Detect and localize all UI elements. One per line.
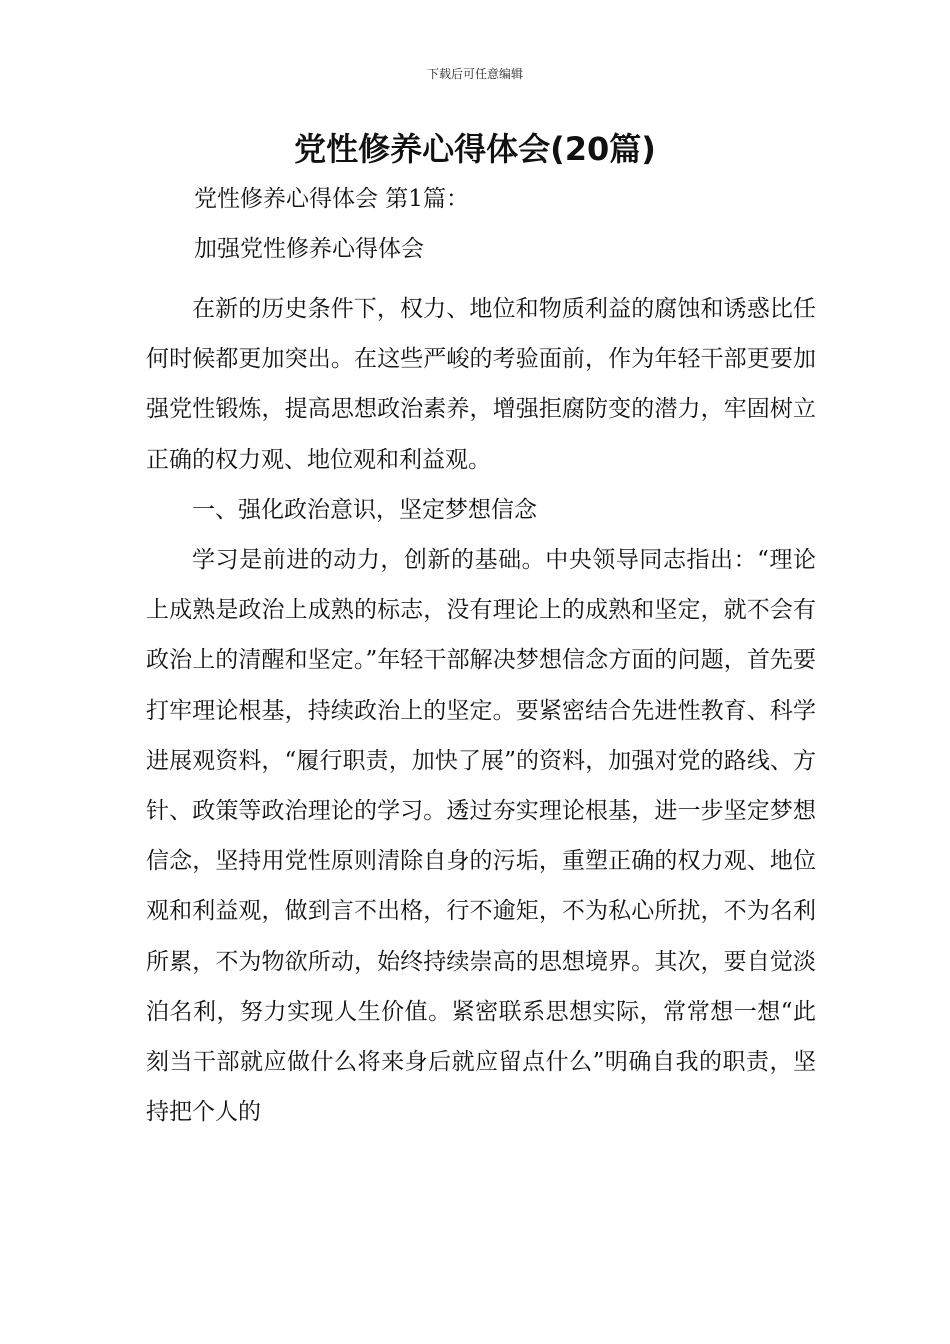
article-body bbox=[146, 284, 816, 1137]
article-subtitle: 加强党性修养心得体会 bbox=[194, 236, 424, 262]
document-title: 党性修养心得体会(20篇) bbox=[294, 130, 656, 168]
header-note: 下载后可任意编辑 bbox=[426, 67, 523, 81]
paragraph-study: 学习是前进的动力，创新的基础。中央领导同志指出：“理论上成熟是政治上成熟的标志，没有理论上的成熟和坚定，就不会有政治上的清醒和坚定。”年轻干部解决梦想信念方面的问题，首先要打牢理论根基，持续政治上的坚定。要紧密结合先进性教育、科学进展观资料，“履行职责，加快了展”的资料，加强对党的路线、方针、政策等政治理论的学习。透过夯实理论根基，进一步坚定梦想信念，坚持用党性原则清除自身的污垢，重塑正确的权力观、地位观和利益观，做到言不出格，行不逾矩，不为私心所扰，不为名利所累，不为物欲所动，始终持续崇高的思想境界。其次，要自觉淡泊名利，努力实现人生价值。紧密联系思想实际，常常想一想“此刻当干部就应做什么将来身后就应留点什么”明确自我的职责，坚持把个人的 bbox=[146, 547, 816, 1126]
paragraph-intro: 在新的历史条件下，权力、地位和物质利益的腐蚀和诱惑比任何时候都更加突出。在这些严峻的考验面前，作为年轻干部更要加强党性锻炼，提高思想政治素养，增强拒腐防变的潜力，牢固树立正确的权力观、地位观和利益观。 bbox=[146, 296, 816, 473]
section-label: 党性修养心得体会 第1篇： bbox=[194, 186, 469, 212]
section-heading: 一、强化政治意识，坚定梦想信念 bbox=[192, 496, 537, 523]
